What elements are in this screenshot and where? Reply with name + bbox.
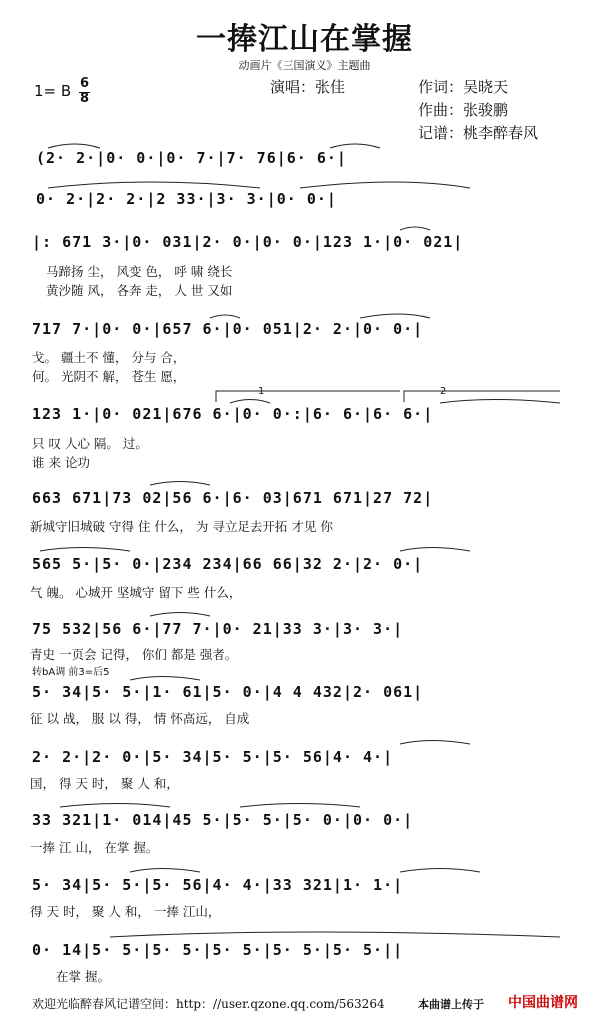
lyric-line: 一捧 江 山， 在掌 握。 bbox=[30, 840, 159, 855]
time-signature-numerator: 6 bbox=[80, 76, 90, 91]
system-row: 0· 2·|2· 2·|2 33·|3· 3·|0· 0·| bbox=[36, 190, 337, 208]
system-row: 663 671|73 02|56 6·|6· 03|671 671|27 72| bbox=[32, 489, 434, 507]
slur-mark bbox=[400, 869, 480, 873]
system-row: 75 532|56 6·|77 7·|0· 21|33 3·|3· 3·| bbox=[32, 620, 404, 638]
system-row: 33 321|1· 014|45 5·|5· 5·|5· 0·|0· 0·| bbox=[32, 811, 414, 829]
slur-mark bbox=[130, 677, 200, 681]
footer-welcome: 欢迎光临醉春风记谱空间：http：//user.qzone.qq.com/563264 bbox=[32, 997, 385, 1011]
volta-1-label: 1 bbox=[258, 386, 265, 397]
song-subtitle: 动画片《三国演义》主题曲 bbox=[238, 59, 371, 72]
slur-mark bbox=[110, 932, 560, 937]
slur-mark bbox=[230, 400, 270, 404]
system-row: 717 7·|0· 0·|657 6·|0· 051|2· 2·|0· 0·| bbox=[32, 320, 424, 338]
composer-credit: 作曲：张骏鹏 bbox=[418, 101, 509, 119]
slur-mark bbox=[400, 741, 470, 745]
system-row: 5· 34|5· 5·|1· 61|5· 0·|4 4 432|2· 061| bbox=[32, 683, 424, 701]
volta-bracket-2 bbox=[404, 391, 560, 402]
slur-mark bbox=[210, 315, 240, 318]
lyric-line: 谁 来 论功 bbox=[32, 455, 90, 470]
slur-mark bbox=[240, 804, 360, 808]
system-row: 0· 14|5· 5·|5· 5·|5· 5·|5· 5·|5· 5·|| bbox=[32, 941, 404, 959]
lyric-line: 何。 光阴不 解， 苍生 愿， bbox=[32, 369, 186, 384]
slur-mark bbox=[400, 548, 470, 552]
footer-uploaded: 本曲谱上传于 bbox=[418, 998, 484, 1011]
slur-mark bbox=[150, 482, 210, 486]
lyric-line: 国， 得 天 时， 聚 人 和， bbox=[30, 776, 179, 791]
lyric-line: 马蹄扬 尘， 风变 色， 呼 啸 绕长 bbox=[46, 264, 233, 279]
slur-mark bbox=[130, 869, 200, 873]
slur-mark bbox=[40, 548, 130, 552]
lyric-line: 在掌 握。 bbox=[56, 969, 110, 984]
site-logo: 中国曲谱网 bbox=[508, 995, 578, 1011]
slur-mark bbox=[360, 314, 430, 318]
volta-2-label: 2 bbox=[440, 386, 447, 397]
transcriber-credit: 记谱：桃李醉春风 bbox=[418, 124, 539, 142]
slur-mark bbox=[48, 182, 260, 188]
system-row: 2· 2·|2· 0·|5· 34|5· 5·|5· 56|4· 4·| bbox=[32, 748, 394, 766]
slur-mark bbox=[48, 144, 100, 148]
lyric-line: 气 魄。 心城开 坚城守 留下 些 什么， bbox=[30, 585, 242, 600]
time-signature-denominator: 8 bbox=[80, 91, 90, 106]
song-title: 一捧江山在掌握 bbox=[196, 22, 413, 57]
lyric-line: 戈。 疆土不 懂， 分与 合， bbox=[32, 350, 186, 365]
system-row: 565 5·|5· 0·|234 234|66 66|32 2·|2· 0·| bbox=[32, 555, 424, 573]
system-row: 123 1·|0· 021|676 6·|0· 0·:|6· 6·|6· 6·| bbox=[32, 405, 434, 423]
slur-mark bbox=[440, 400, 560, 404]
lyric-line: 青史 一页会 记得， 你们 都是 强者。 bbox=[30, 647, 238, 662]
singer-credit: 演唱：张佳 bbox=[270, 78, 346, 96]
slur-mark bbox=[300, 182, 470, 188]
system-row: |: 671 3·|0· 031|2· 0·|0· 0·|123 1·|0· 021| bbox=[32, 233, 464, 251]
slur-mark bbox=[150, 613, 210, 617]
lyric-line: 黄沙随 风， 各奔 走， 人 世 又如 bbox=[46, 283, 233, 298]
lyric-line: 征 以 战， 服 以 得， 情 怀高远， 自成 bbox=[30, 711, 250, 726]
key-signature: 1= B bbox=[34, 82, 72, 100]
system-row: 5· 34|5· 5·|5· 56|4· 4·|33 321|1· 1·| bbox=[32, 876, 404, 894]
lyric-line: 只 叹 人心 隔。 过。 bbox=[32, 436, 148, 451]
lyricist-credit: 作词：吴晓天 bbox=[418, 78, 509, 96]
lyric-line: 得 天 时， 聚 人 和， 一捧 江山， bbox=[30, 904, 221, 919]
slur-mark bbox=[400, 227, 430, 230]
slur-mark bbox=[60, 804, 170, 808]
slur-mark bbox=[330, 144, 380, 148]
system-row: (2· 2·|0· 0·|0· 7·|7· 76|6· 6·| bbox=[36, 149, 347, 167]
modulation-note: 转bA调 前3=后5 bbox=[32, 667, 110, 678]
lyric-line: 新城守旧城破 守得 住 什么， 为 寻立足去开拓 才见 你 bbox=[30, 519, 333, 534]
